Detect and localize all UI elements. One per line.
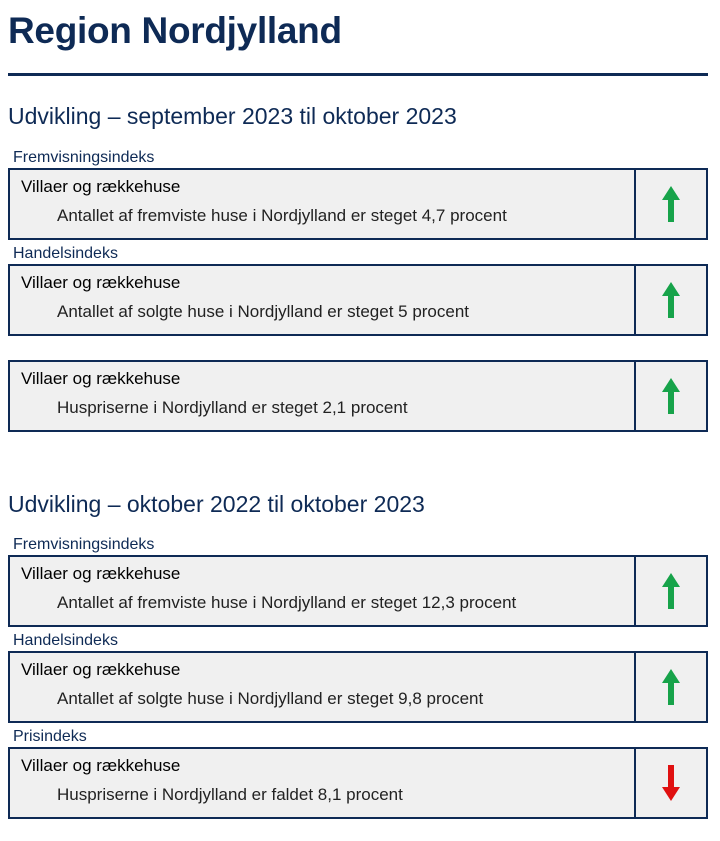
arrow-up-icon (661, 184, 681, 224)
index-card (8, 651, 708, 723)
card-description: Antallet af solgte huse i Nordjylland er steget 5 procent (57, 302, 470, 321)
card-category: Villaer og rækkehuse (21, 660, 181, 679)
arrow-up-icon (661, 667, 681, 707)
index-card (8, 360, 708, 432)
card-category: Villaer og rækkehuse (21, 756, 181, 775)
index-label-pris: Prisindeks (13, 728, 87, 745)
card-direction-cell (636, 362, 706, 430)
section-heading-year: Udvikling – oktober 2022 til oktober 2023 (8, 491, 425, 517)
card-direction-cell (636, 653, 706, 721)
card-text-area (10, 557, 636, 625)
card-description: Huspriserne i Nordjylland er faldet 8,1 procent (57, 785, 403, 804)
card-direction-cell (636, 557, 706, 625)
card-category: Villaer og rækkehuse (21, 564, 181, 583)
page-title: Region Nordjylland (8, 10, 342, 51)
card-direction-cell (636, 266, 706, 334)
card-direction-cell (636, 749, 706, 817)
card-description: Antallet af fremviste huse i Nordjylland er steget 4,7 procent (57, 206, 507, 225)
card-description: Antallet af solgte huse i Nordjylland er steget 9,8 procent (57, 689, 484, 708)
card-category: Villaer og rækkehuse (21, 273, 181, 292)
index-label-handel: Handelsindeks (13, 632, 118, 649)
title-divider (8, 73, 708, 76)
arrow-up-icon (661, 376, 681, 416)
index-card (8, 747, 708, 819)
card-direction-cell (636, 170, 706, 238)
card-text-area (10, 266, 636, 334)
index-card (8, 264, 708, 336)
index-card (8, 555, 708, 627)
index-label-handel: Handelsindeks (13, 245, 118, 262)
card-text-area (10, 170, 636, 238)
arrow-up-icon (661, 571, 681, 611)
card-text-area (10, 362, 636, 430)
index-label-fremvisning: Fremvisningsindeks (13, 149, 155, 166)
index-label-fremvisning: Fremvisningsindeks (13, 536, 155, 553)
card-text-area (10, 653, 636, 721)
arrow-up-icon (661, 280, 681, 320)
section-heading-month: Udvikling – september 2023 til oktober 2023 (8, 103, 457, 129)
card-description: Huspriserne i Nordjylland er steget 2,1 procent (57, 398, 408, 417)
card-description: Antallet af fremviste huse i Nordjylland er steget 12,3 procent (57, 593, 517, 612)
card-text-area (10, 749, 636, 817)
arrow-down-icon (661, 763, 681, 803)
index-card (8, 168, 708, 240)
card-category: Villaer og rækkehuse (21, 177, 181, 196)
card-category: Villaer og rækkehuse (21, 369, 181, 388)
